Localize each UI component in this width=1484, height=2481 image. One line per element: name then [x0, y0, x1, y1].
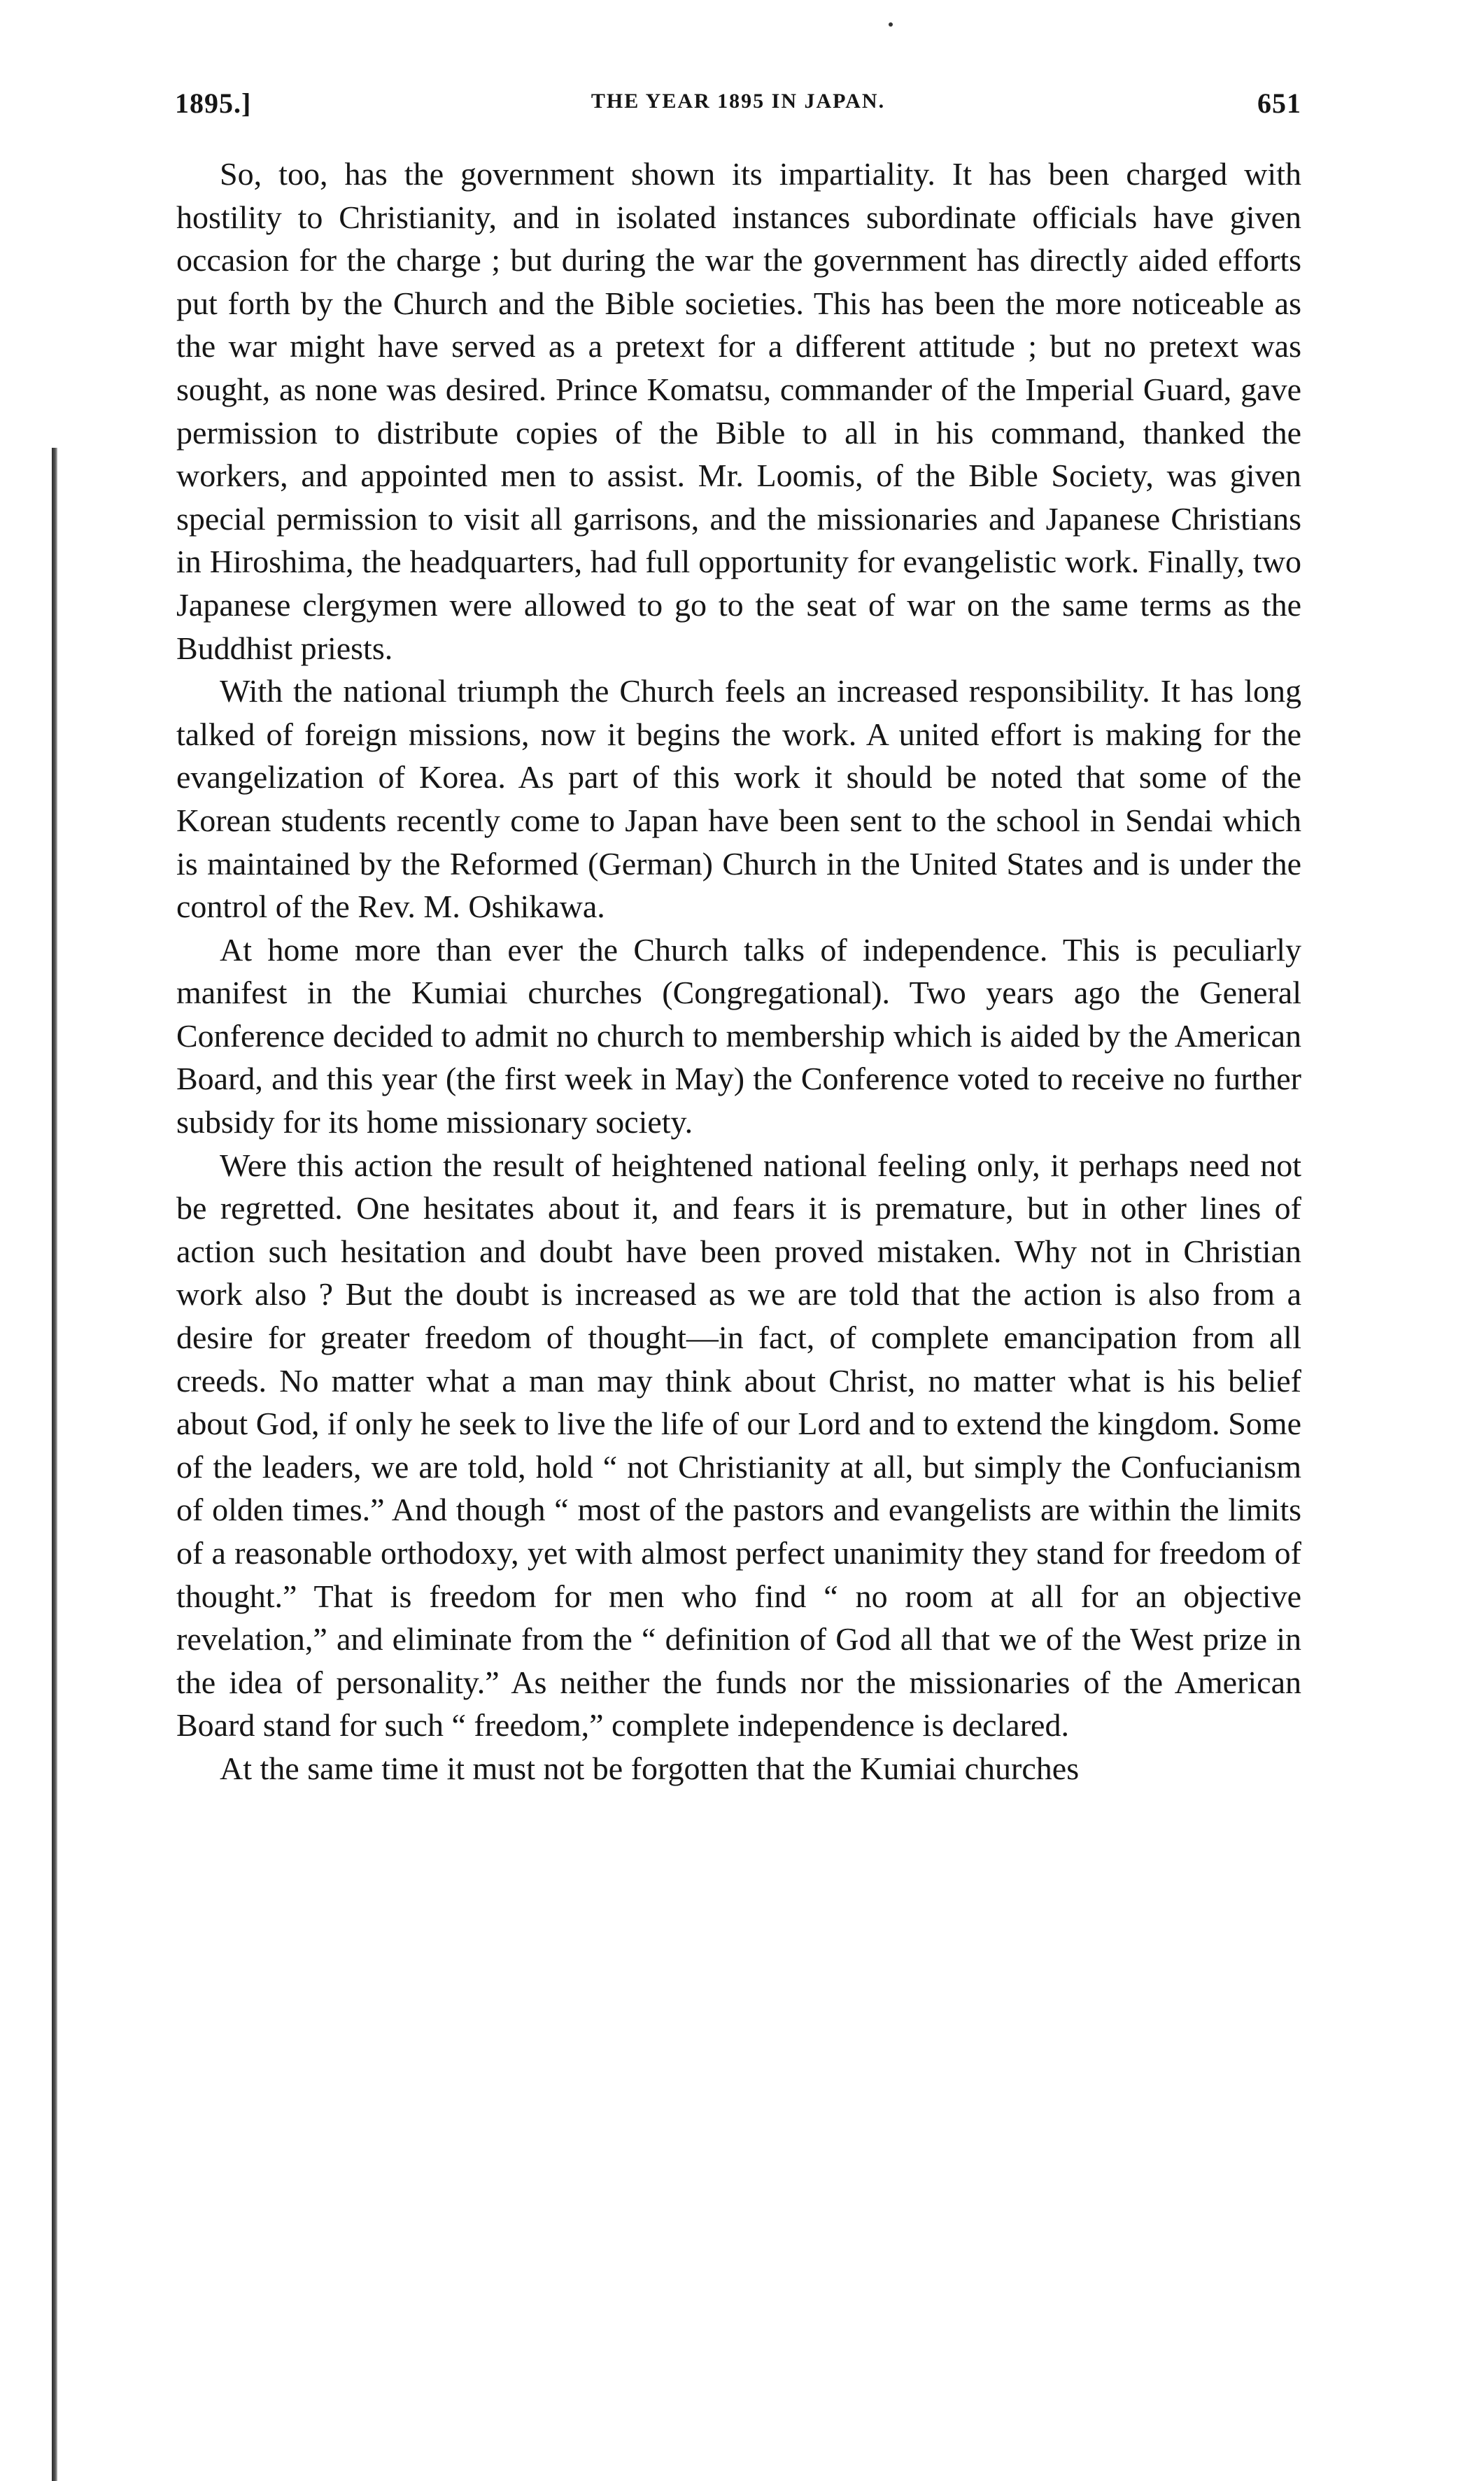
running-head — [175, 87, 1301, 129]
paragraph-foreign-missions: With the national triumph the Church feels an increased responsibility. It has long talked of foreign missions, now it begins the work. A united effort is making for the evangelization of Korea. As part of this work it should be noted that some of the Korean students recently come to Japan have been sent to the school in Sendai which is maintained by the Reformed (German) Church in the United States and is under the control of the Rev. M. Oshikawa. — [176, 673, 1301, 925]
binding-edge — [52, 448, 57, 2481]
paragraph-freedom-of-thought: Were this action the result of heightened national feeling only, it perhaps need not be regretted. One hesitates about it, and fears it is premature, but in other lines of action such hesitation and doubt have been proved mistaken. Why not in Christian work also ? But the doubt is increased as we are told that the action is also from a desire for greater freedom of thought—in fact, of complete emancipation from all creeds. No matter what a man may think about Christ, no matter what is his belief about God, if only he seek to live the life of our Lord and to extend the kingdom. Some of the leaders, we are told, hold “ not Christianity at all, but simply the Confucianism of olden times.” And though “ most of the pastors and evangelists are within the limits of a reasonable orthodoxy, yet with almost perfect unanimity they stand for freedom of thought.” That is freedom for men who find “ no room at all for an objective revelation,” and eliminate from the “ definition of God all that we of the West prize in the idea of personality.” As neither the funds nor the missionaries of the American Board stand for such “ freedom,” complete independence is declared. — [176, 1147, 1301, 1744]
header-title: THE YEAR 1895 IN JAPAN. — [591, 90, 886, 113]
paragraph-kumiai-churches: At the same time it must not be forgotten that the Kumiai churches — [220, 1750, 1080, 1786]
paragraph-independence: At home more than ever the Church talks of independence. This is peculiarly manifest in the Kumiai churches (Congregational). Two years ago the General Conference decided to admit no church to membership which is aided by the American Board, and this year (the first week in May) the Conference voted to receive no further subsidy for its home missionary society. — [176, 931, 1301, 1140]
print-speck — [889, 22, 893, 27]
body-text — [176, 153, 1301, 1790]
paragraph-government-impartiality: So, too, has the government shown its impartiality. It has been charged with hostility to Christianity, and in isolated instances subordinate officials have given occasion for the charge ; but during the war the government has directly aided efforts put forth by the Church and the Bible societies. This has been the more noticeable as the war might have served as a pretext for a different attitude ; but no pretext was sought, as none was desired. Prince Komatsu, commander of the Imperial Guard, gave permission to distribute copies of the Bible to all in his command, thanked the workers, and appointed men to assist. Mr. Loomis, of the Bible Society, was given special permission to visit all garrisons, and the missionaries and Japanese Christians in Hiroshima, the headquarters, had full opportunity for evangelistic work. Finally, two Japanese clergymen were allowed to go to the seat of war on the same terms as the Buddhist priests. — [176, 156, 1301, 666]
header-year: 1895.] — [175, 87, 252, 119]
page-number: 651 — [1257, 87, 1301, 119]
